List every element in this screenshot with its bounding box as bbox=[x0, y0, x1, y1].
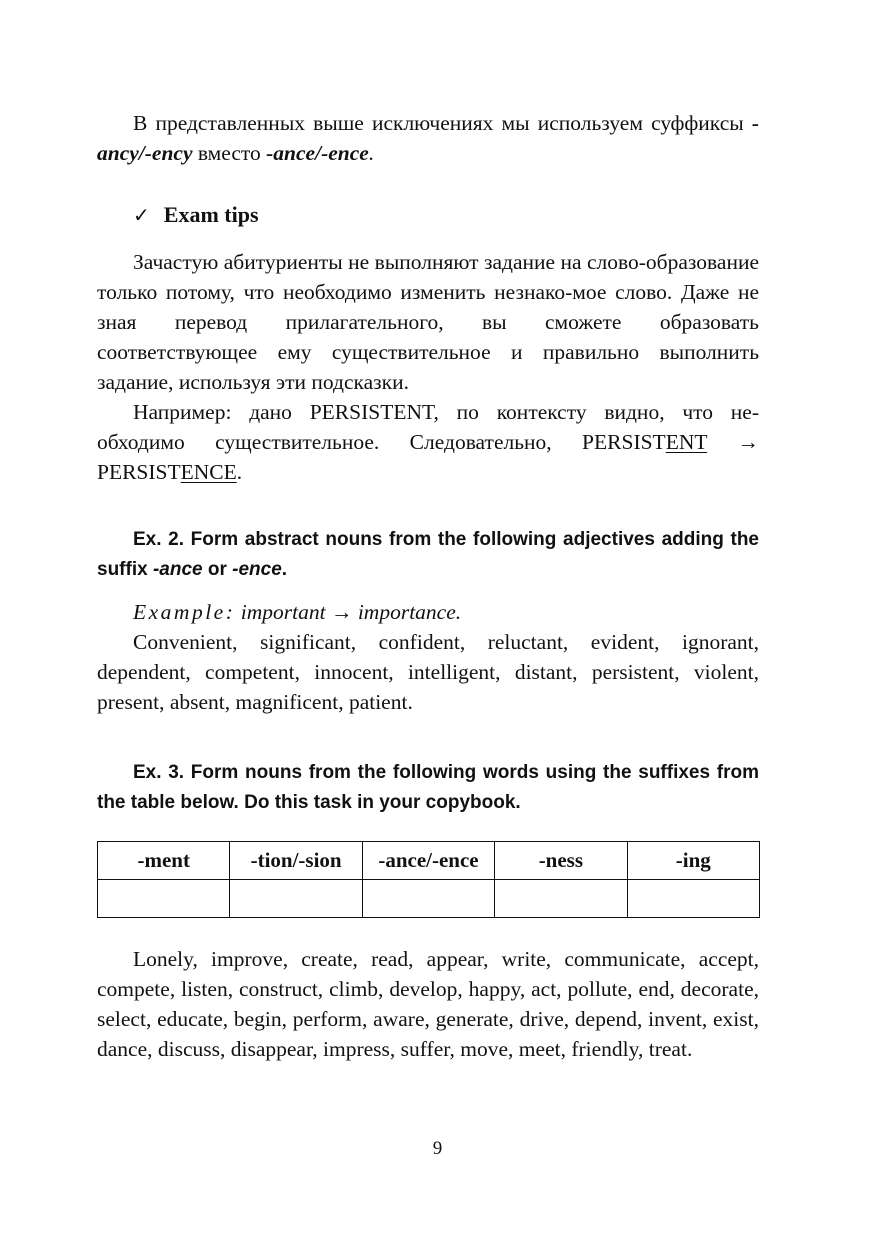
suffix-ancy-ency: -ancy/-ency bbox=[97, 111, 759, 165]
exercise-2-word-list: Convenient, significant, confident, reluctant, evident, ignorant, dependent, competent, innocent, intelligent, distant, persistent, violent, present, absent, magnificent, patient. bbox=[97, 630, 759, 714]
table-cell-ness bbox=[495, 880, 627, 918]
intro-paragraph bbox=[97, 108, 759, 168]
suffix-header-tion-sion: -tion/-sion bbox=[230, 842, 362, 880]
underlined-suffix-ent: ENT bbox=[665, 430, 708, 454]
suffix-header-ance-ence: -ance/-ence bbox=[362, 842, 494, 880]
suffix-table-empty-row bbox=[98, 880, 760, 918]
suffix-header-ment: -ment bbox=[98, 842, 230, 880]
arrow-text: → bbox=[707, 430, 760, 454]
intro-text-before: В представленных выше исключениях мы используем суффиксы bbox=[133, 111, 752, 135]
exam-tips-heading bbox=[97, 200, 759, 230]
table-cell-ance-ence bbox=[362, 880, 494, 918]
suffix-header-ness: -ness bbox=[495, 842, 627, 880]
tips-p2-end: . bbox=[236, 460, 243, 484]
page-number: 9 bbox=[432, 1138, 443, 1159]
example-label: Example: bbox=[133, 600, 236, 624]
ex2-suffix-ence: -ence bbox=[232, 559, 282, 580]
check-mark-icon: ✓ bbox=[133, 203, 150, 227]
table-cell-ing bbox=[627, 880, 759, 918]
ex2-title-main: Ex. 2. Form abstract nouns from the following adjectives adding the suffix bbox=[97, 529, 759, 580]
underlined-suffix-ence: ENCE bbox=[180, 460, 237, 484]
exercise-2-example bbox=[97, 597, 759, 627]
table-cell-tion-sion bbox=[230, 880, 362, 918]
suffix-ance-ence: -ance/-ence bbox=[266, 141, 369, 165]
exam-tips-body bbox=[97, 247, 759, 487]
exercise-2-title bbox=[97, 525, 759, 585]
exam-tips-paragraph-2 bbox=[97, 397, 759, 487]
exam-tips-paragraph-1: Зачастую абитуриенты не выполняют задание на слово-образование только потому, что необходимо изменить незнако-мое слово. Даже не зная перевод прилагательного, вы сможете образовать соответствующее ему существительное и правильно выполнить задание, используя эти подсказки. bbox=[97, 250, 759, 394]
suffix-table bbox=[97, 841, 760, 918]
intro-text-end: . bbox=[368, 141, 375, 165]
ex2-title-end: . bbox=[281, 559, 288, 580]
suffix-header-ing: -ing bbox=[627, 842, 759, 880]
exercise-3-title: Ex. 3. Form nouns from the following words using the suffixes from the table below. Do this task in your copybook. bbox=[97, 762, 759, 813]
exercise-3-word-list: Lonely, improve, create, read, appear, write, communicate, accept, compete, listen, construct, climb, develop, happy, act, pollute, end, decorate, select, educate, begin, perform, aware, generate, drive, depend, invent, exist, dance, discuss, disappear, impress, suffer, move, meet, friendly, treat. bbox=[97, 947, 759, 1061]
tips-p2-text1: Например: дано PERSISTENT, по контексту видно, что не-обходимо существительное. Следовательно, PERSIST bbox=[97, 400, 759, 454]
ex2-suffix-ance: -ance bbox=[152, 559, 203, 580]
example-text: important → importance. bbox=[235, 600, 462, 624]
intro-text-mid: вместо bbox=[192, 141, 267, 165]
table-cell-ment bbox=[98, 880, 230, 918]
tips-p2-text2: PERSIST bbox=[97, 460, 181, 484]
exam-tips-title: Exam tips bbox=[163, 202, 259, 227]
ex2-title-or: or bbox=[202, 559, 233, 580]
suffix-table-header-row bbox=[98, 842, 760, 880]
page-content bbox=[97, 108, 759, 1064]
